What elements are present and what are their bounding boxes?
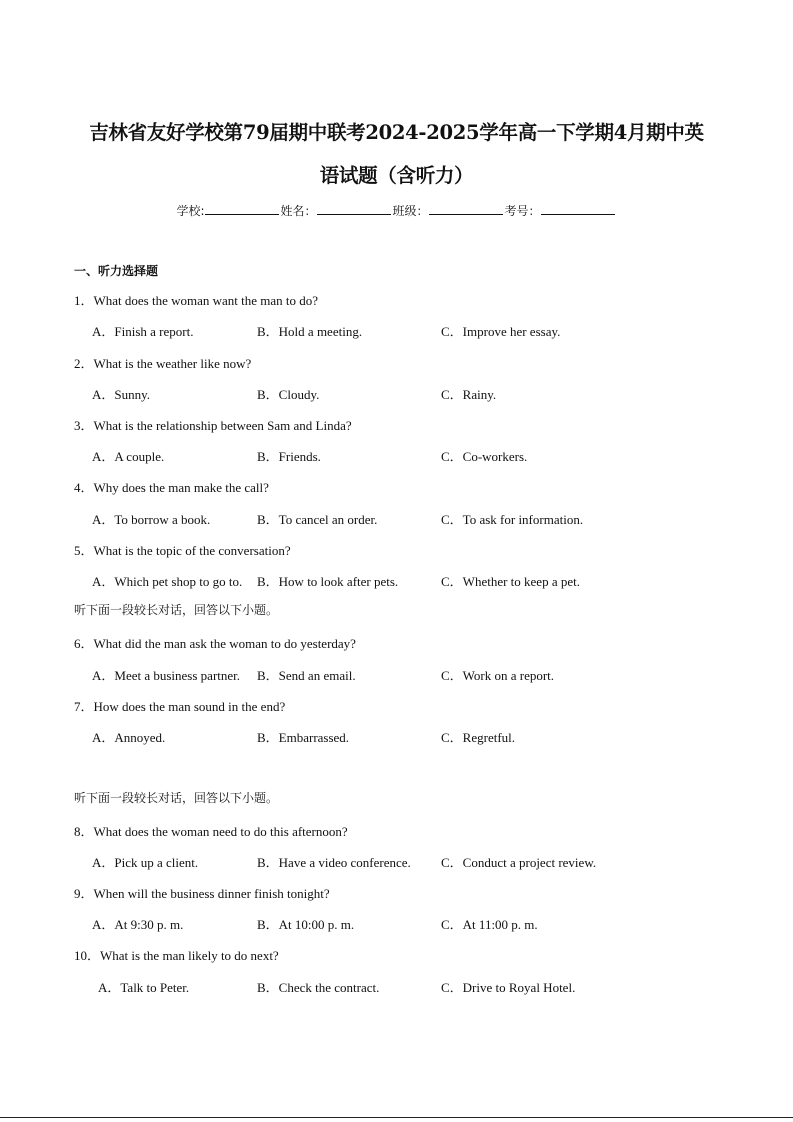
option-c: C．Regretful.	[441, 730, 516, 745]
option-c: C．To ask for information.	[441, 512, 584, 527]
student-info-line	[0, 202, 793, 219]
option-a: A．Annoyed.	[92, 730, 166, 745]
option-c: C．At 11:00 p. m.	[441, 917, 538, 932]
option-b: B．Hold a meeting.	[257, 324, 363, 339]
instruction-note: 听下面一段较长对话，回答以下小题。	[74, 603, 279, 617]
option-b: B．Embarrassed.	[257, 730, 350, 745]
section-heading: 一、听力选择题	[74, 264, 159, 278]
school-blank	[205, 203, 279, 215]
option-c: C．Co-workers.	[441, 449, 528, 464]
option-a: A．Finish a report.	[92, 324, 194, 339]
option-a: A．To borrow a book.	[92, 512, 211, 527]
option-c: C．Drive to Royal Hotel.	[441, 980, 576, 995]
option-a: A．At 9:30 p. m.	[92, 917, 184, 932]
question: 2．What is the weather like now?	[74, 356, 252, 371]
option-b: B．At 10:00 p. m.	[257, 917, 355, 932]
option-a: A．Which pet shop to go to.	[92, 574, 243, 589]
name-blank	[317, 203, 391, 215]
number-label: 考号：	[504, 204, 541, 218]
question: 3．What is the relationship between Sam and Linda?	[74, 418, 352, 433]
option-a: A．Meet a business partner.	[92, 668, 241, 683]
option-c: C．Conduct a project review.	[441, 855, 597, 870]
page-title-continued: 语试题（含听力）	[319, 164, 474, 187]
class-label: 班级：	[392, 204, 429, 218]
number-blank	[541, 203, 615, 215]
option-b: B．Friends.	[257, 449, 321, 464]
name-label: 姓名：	[280, 204, 317, 218]
question: 1．What does the woman want the man to do?	[74, 293, 319, 308]
question: 6．What did the man ask the woman to do yesterday?	[74, 636, 356, 651]
class-blank	[429, 203, 503, 215]
question: 8．What does the woman need to do this afternoon?	[74, 824, 348, 839]
option-a: A．A couple.	[92, 449, 165, 464]
option-b: B．Have a video conference.	[257, 855, 411, 870]
option-a: A．Pick up a client.	[92, 855, 199, 870]
page-title: 吉林省友好学校第79届期中联考2024-2025学年高一下学期4月期中英	[89, 121, 704, 144]
option-a: A．Sunny.	[92, 387, 151, 402]
page-bottom-rule	[0, 1117, 793, 1118]
option-a: A．Talk to Peter.	[98, 980, 190, 995]
option-c: C．Work on a report.	[441, 668, 555, 683]
option-c: C．Whether to keep a pet.	[441, 574, 580, 589]
question: 9．When will the business dinner finish tonight?	[74, 886, 330, 901]
question: 10．What is the man likely to do next?	[74, 948, 279, 963]
question: 4．Why does the man make the call?	[74, 480, 269, 495]
option-b: B．How to look after pets.	[257, 574, 399, 589]
option-b: B．To cancel an order.	[257, 512, 378, 527]
instruction-note: 听下面一段较长对话，回答以下小题。	[74, 791, 279, 805]
question: 7．How does the man sound in the end?	[74, 699, 286, 714]
school-label: 学校:	[176, 204, 205, 218]
option-b: B．Cloudy.	[257, 387, 320, 402]
question: 5．What is the topic of the conversation?	[74, 543, 291, 558]
option-b: B．Send an email.	[257, 668, 356, 683]
option-c: C．Improve her essay.	[441, 324, 561, 339]
option-b: B．Check the contract.	[257, 980, 380, 995]
option-c: C．Rainy.	[441, 387, 497, 402]
